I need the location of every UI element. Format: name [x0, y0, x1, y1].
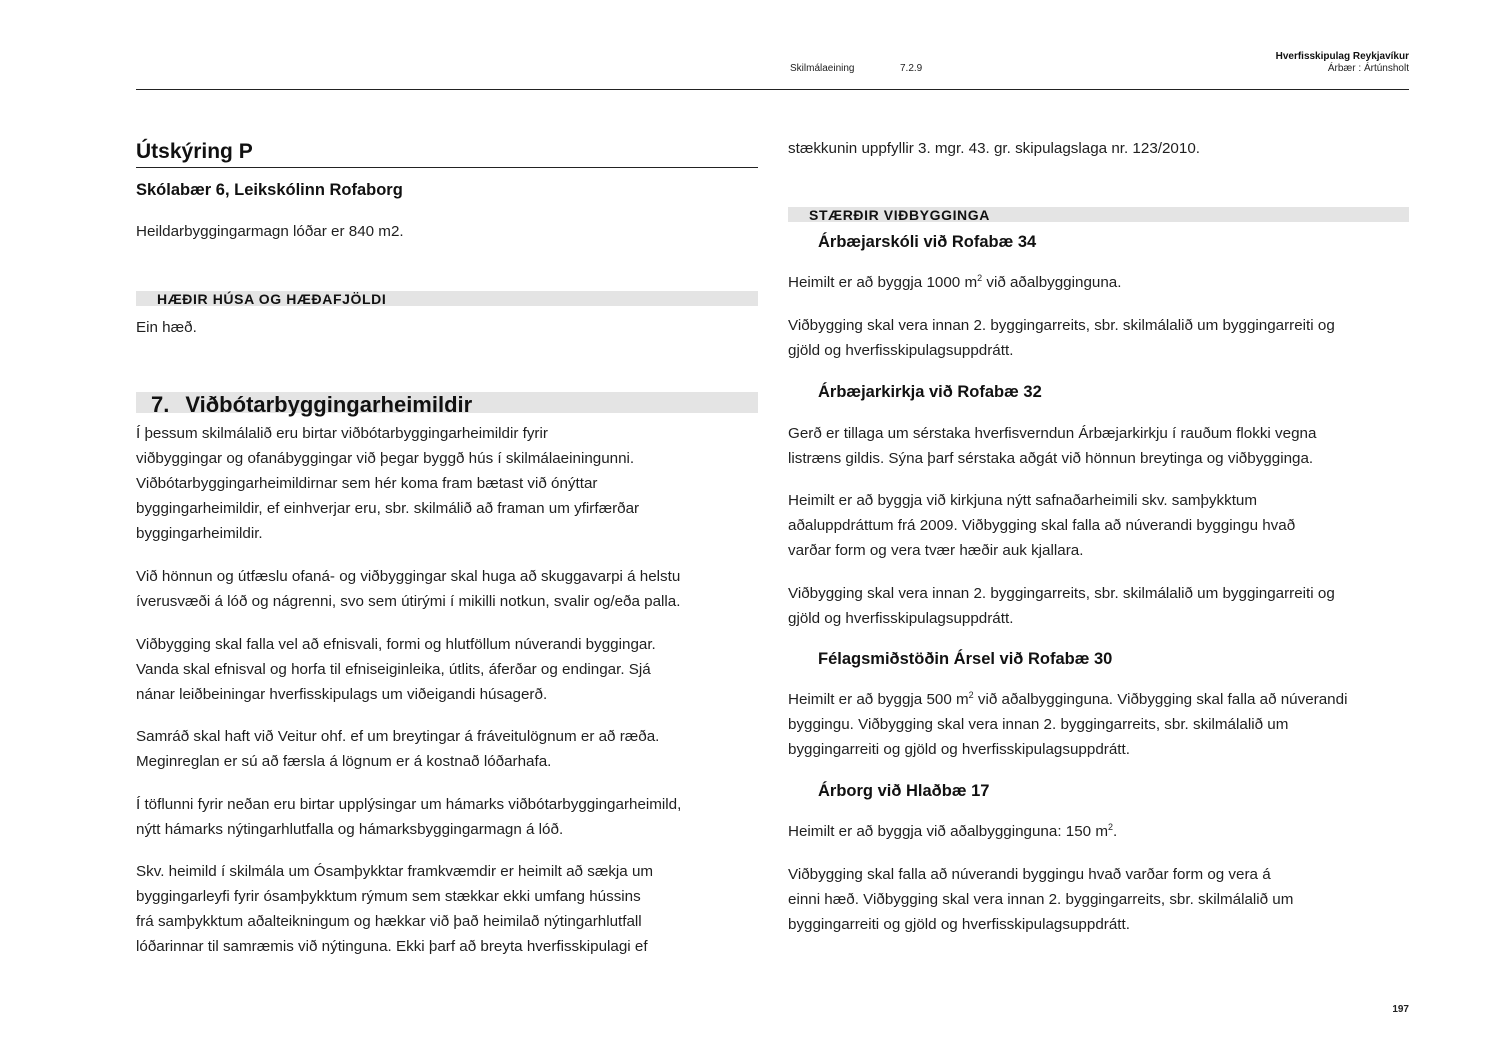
text-line: listræns gildis. Sýna þarf sérstaka aðgát við hönnun breytinga og viðbygginga.	[788, 450, 1314, 467]
band-sizes	[788, 207, 1409, 222]
document-title: Hverfisskipulag Reykjavíkur	[1275, 51, 1409, 62]
text-line: Í töflunni fyrir neðan eru birtar upplýsingar um hámarks viðbótarbyggingarheimild,	[136, 796, 682, 813]
text-line: Viðbygging skal vera innan 2. byggingarreits, sbr. skilmálalið um byggingarreiti og	[788, 317, 1335, 334]
text-run: Heimilt er að byggja 1000 m	[788, 274, 978, 291]
text-run: .	[1113, 823, 1118, 840]
text-run: Heimilt er að byggja 500 m	[788, 691, 969, 708]
paragraph-1	[136, 421, 758, 546]
heights-text: Ein hæð.	[136, 319, 197, 336]
superscript: 2	[968, 689, 974, 700]
paragraph-arsel	[788, 687, 1409, 762]
text-line: Viðbygging skal falla að núverandi byggingu hvað varðar form og vera á	[788, 866, 1271, 883]
text-line: Viðbótarbyggingarheimildirnar sem hér koma fram bætast við ónýttar	[136, 475, 598, 492]
section-number: 7.2.9	[900, 63, 923, 74]
page-number: 197	[1392, 1004, 1409, 1015]
paragraph-3	[136, 632, 758, 707]
text-run: við aðalbygginguna.	[982, 274, 1122, 291]
text-line: nýtt hámarks nýtingarhlutfalla og hámarksbyggingarmagn á lóð.	[136, 821, 564, 838]
text-line: viðbyggingar og ofanábyggingar við þegar byggð hús í skilmálaeiningunni.	[136, 450, 635, 467]
text-line	[788, 687, 1409, 712]
subheading-arborg: Árborg við Hlaðbæ 17	[818, 782, 990, 800]
text-line: byggingarreiti og gjöld og hverfisskipulagsuppdrátt.	[788, 741, 1130, 758]
text-line: byggingu. Viðbygging skal vera innan 2. byggingarreits, sbr. skilmálalið um	[788, 716, 1289, 733]
paragraph-arborg-2	[788, 862, 1409, 937]
section-label: Skilmálaeining	[790, 63, 855, 74]
text-line: Samráð skal haft við Veitur ohf. ef um breytingar á fráveitulögnum er að ræða.	[136, 728, 660, 745]
text-line: Vanda skal efnisval og horfa til efniseiginleika, útlits, áferðar og endingar. Sjá	[136, 661, 651, 678]
page-title	[136, 140, 758, 168]
chapter-title: Viðbótarbyggingarheimildir	[185, 392, 473, 417]
text-line: frá samþykktum aðalteikningum og hækkar við það heimilað nýtingarhlutfall	[136, 913, 642, 930]
superscript: 2	[1107, 821, 1113, 832]
text-line: Við hönnun og útfæslu ofaná- og viðbyggingar skal huga að skuggavarpi á helstu	[136, 568, 681, 585]
text-line: gjöld og hverfisskipulagsuppdrátt.	[788, 610, 1014, 627]
text-line: byggingarheimildir.	[136, 525, 263, 542]
paragraph-arbaejarkirkja-1	[788, 421, 1409, 471]
intro-text: Heildarbyggingarmagn lóðar er 840 m2.	[136, 223, 404, 240]
text-line: nánar leiðbeiningar hverfisskipulags um viðeigandi húsagerð.	[136, 686, 548, 703]
subheading-arbaejarskoli: Árbæjarskóli við Rofabæ 34	[818, 233, 1037, 251]
text-line: Í þessum skilmálalið eru birtar viðbótarbyggingarheimildir fyrir	[136, 425, 548, 442]
paragraph-2	[136, 564, 758, 614]
text-line: Gerð er tillaga um sérstaka hverfisverndun Árbæjarkirkju í rauðum flokki vegna	[788, 425, 1317, 442]
text-line: byggingarleyfi fyrir ósamþykktum rýmum sem stækkar ekki umfang hússins	[136, 888, 641, 905]
text-line: Skv. heimild í skilmála um Ósamþykktar framkvæmdir er heimilt að sækja um	[136, 863, 654, 880]
band-heights	[136, 291, 758, 306]
text-line: lóðarinnar til samræmis við nýtinguna. Ekki þarf að breyta hverfisskipulagi ef	[136, 938, 648, 955]
chapter-number: 7.	[151, 392, 170, 417]
subtitle: Skólabær 6, Leikskólinn Rofaborg	[136, 181, 403, 199]
text-line: gjöld og hverfisskipulagsuppdrátt.	[788, 342, 1014, 359]
page-title-text: Útskýring P	[136, 140, 253, 163]
text-line: Viðbygging skal vera innan 2. byggingarreits, sbr. skilmálalið um byggingarreiti og	[788, 585, 1335, 602]
paragraph-arbaejarkirkja-2	[788, 488, 1409, 563]
text-line: Viðbygging skal falla vel að efnisvali, formi og hlutföllum núverandi byggingar.	[136, 636, 656, 653]
text-line: varðar form og vera tvær hæðir auk kjallara.	[788, 542, 1084, 559]
header-rule	[136, 89, 1409, 90]
continued-text: stækkunin uppfyllir 3. mgr. 43. gr. skipulagslaga nr. 123/2010.	[788, 140, 1200, 157]
superscript: 2	[977, 272, 983, 283]
text-line: byggingarreiti og gjöld og hverfisskipulagsuppdrátt.	[788, 916, 1130, 933]
band-heights-label: HÆÐIR HÚSA OG HÆÐAFJÖLDI	[157, 291, 387, 307]
text-line: Meginreglan er sú að færsla á lögnum er á kostnað lóðarhafa.	[136, 753, 552, 770]
paragraph-arbaejarskoli-1	[788, 270, 1409, 295]
subheading-arbaejarkirkja: Árbæjarkirkja við Rofabæ 32	[818, 383, 1042, 401]
paragraph-arbaejarkirkja-3	[788, 581, 1409, 631]
text-line: byggingarheimildir, ef einhverjar eru, sbr. skilmálið að framan um yfirfærðar	[136, 500, 640, 517]
text-run: Heimilt er að byggja við aðalbygginguna: 150 m	[788, 823, 1108, 840]
paragraph-6	[136, 859, 758, 959]
band-sizes-label: STÆRÐIR VIÐBYGGINGA	[809, 207, 990, 223]
paragraph-4	[136, 724, 758, 774]
paragraph-arborg-1	[788, 819, 1409, 844]
text-line: Heimilt er að byggja við kirkjuna nýtt safnaðarheimili skv. samþykktum	[788, 492, 1258, 509]
text-line: aðaluppdráttum frá 2009. Viðbygging skal falla að núverandi byggingu hvað	[788, 517, 1296, 534]
text-line: einni hæð. Viðbygging skal vera innan 2. byggingarreits, sbr. skilmálalið um	[788, 891, 1294, 908]
paragraph-arbaejarskoli-2	[788, 313, 1409, 363]
subheading-arsel: Félagsmiðstöðin Ársel við Rofabæ 30	[818, 650, 1113, 668]
text-run: við aðalbygginguna. Viðbygging skal falla að núverandi	[973, 691, 1348, 708]
text-line: íverusvæði á lóð og nágrenni, svo sem útirými í mikilli notkun, svalir og/eða palla.	[136, 593, 681, 610]
chapter-heading	[136, 392, 758, 417]
paragraph-5	[136, 792, 758, 842]
document-subtitle: Árbær : Ártúnsholt	[1327, 63, 1409, 74]
